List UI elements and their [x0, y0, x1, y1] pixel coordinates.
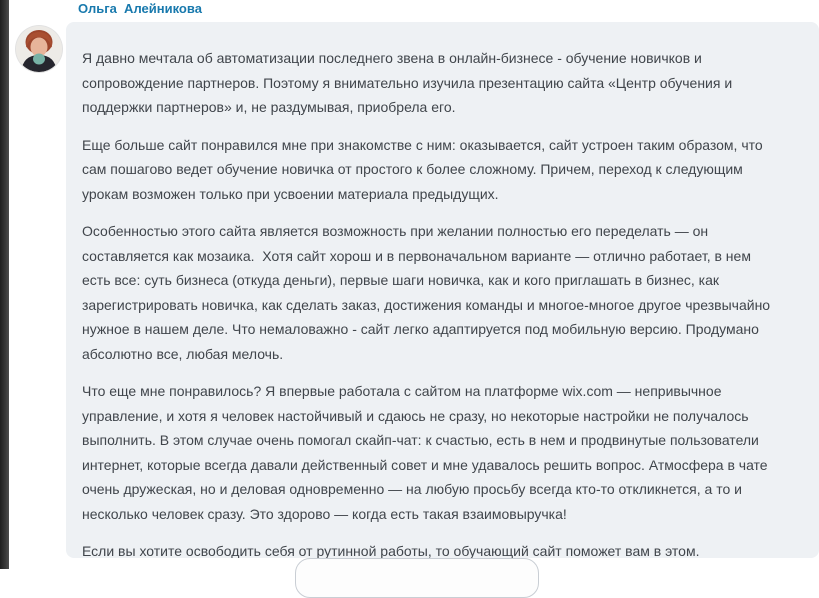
testimonial-paragraph: Особенностью этого сайта является возможность при желании полностью его переделать — он составляется как мозаика. Хотя сайт хорош и в первоначальном варианте — отлично работает, в нем есть все: суть бизнеса (откуда деньги), первые шаги новичка, как и кого приглашать в бизнес, как зарегистрировать новичка, как сделать заказ, достижения команды и многое-многое другое чрезвычайно нужное в нашем деле. Что немаловажно - сайт легко адаптируется под мобильную версию. Продумано абсолютно все, любая мелочь. [82, 223, 774, 362]
avatar[interactable] [16, 26, 62, 72]
collapsed-more-button[interactable] [295, 558, 539, 598]
bubble-tail [66, 56, 67, 78]
dark-left-edge-strip [0, 0, 9, 569]
woman-portrait-icon [16, 26, 62, 72]
testimonial-paragraph: Что еще мне понравилось? Я впервые работала с сайтом на платформе wix.com — непривычное управление, и хотя я человек настойчивый и сдаюсь не сразу, но некоторые настройки не получалось выполнить. В этом случае очень помогал скайп-чат: к счастью, есть в нем и продвинутые пользователи интернет, которые всегда давали действенный совет и мне удавалось решить вопрос. Атмосфера в чате очень дружеская, но и деловая одновременно — на любую просьбу всегда кто-то откликнется, а то и несколько человек сразу. Это здорово — когда есть такая взаимовыручка! [82, 383, 772, 522]
testimonial-text [82, 46, 777, 558]
testimonial-paragraph: Еще больше сайт понравился мне при знакомстве с ним: оказывается, сайт устроен таким образом, что сам пошагово ведет обучение новичка от простого к более сложному. Причем, переход к следующим урокам возможен только при усвоении материала предыдущих. [82, 136, 767, 202]
testimonial-paragraph: Я давно мечтала об автоматизации последнего звена в онлайн-бизнесе - обучение новичков и сопровождение партнеров. Поэтому я внимательно изучила презентацию сайта «Центр обучения и поддержки партнеров» и, не раздумывая, приобрела его. [82, 50, 737, 115]
author-name-link[interactable]: Ольга Алейникова [78, 1, 202, 16]
testimonial-paragraph: Если вы хотите освободить себя от рутинной работы, то обучающий сайт поможет вам в этом. [82, 543, 700, 558]
testimonial-bubble [66, 22, 819, 558]
